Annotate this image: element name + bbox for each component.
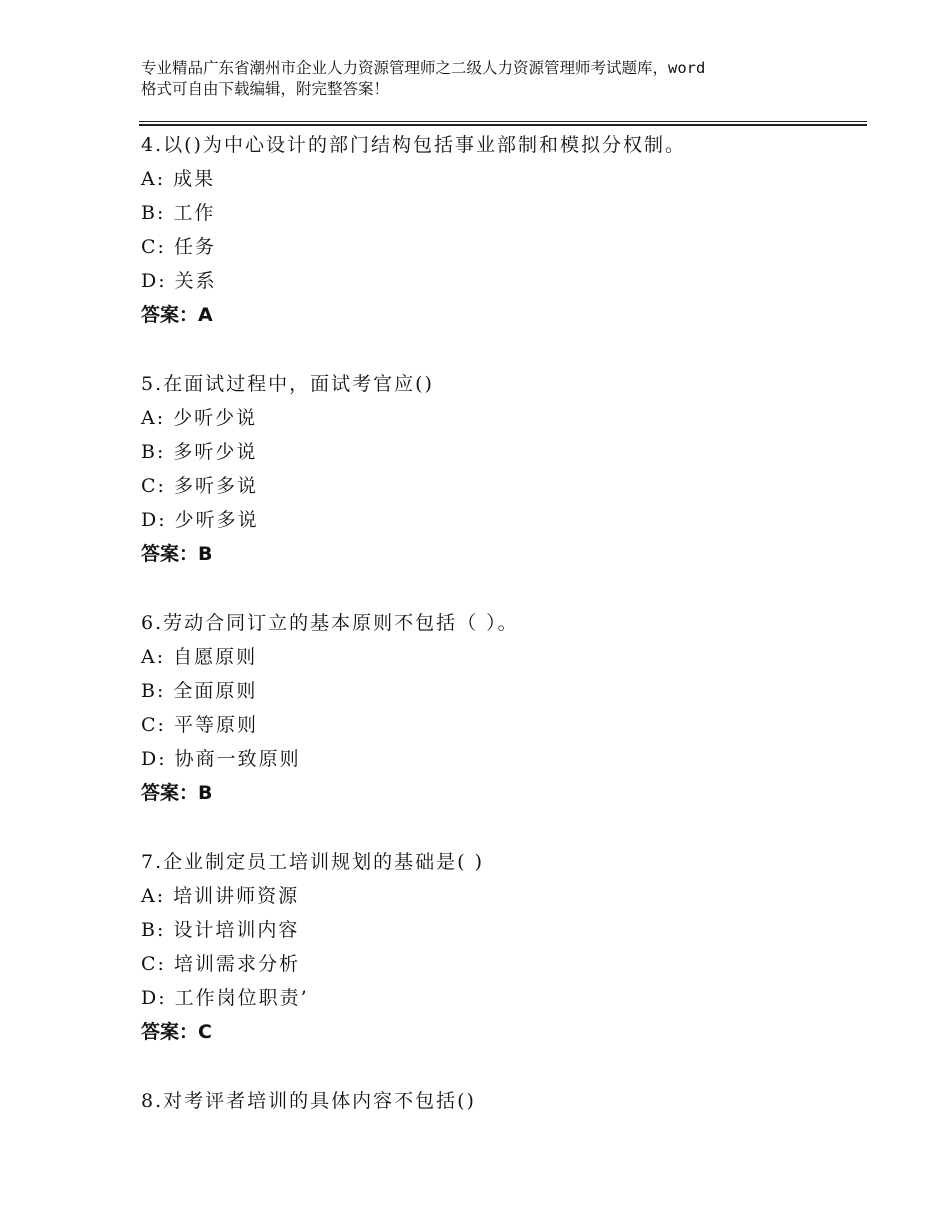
answer: 答案：B <box>141 782 213 804</box>
question-stem: 7.企业制定员工培训规划的基础是( ) <box>141 851 484 873</box>
option-a: A: 培训讲师资源 <box>141 885 300 907</box>
header-divider-thin <box>139 121 867 122</box>
question-stem: 6.劳动合同订立的基本原则不包括（ ）。 <box>141 612 519 634</box>
option-c: C: 平等原则 <box>141 714 258 736</box>
header-line-1: 专业精品广东省潮州市企业人力资源管理师之二级人力资源管理师考试题库，word <box>141 59 706 77</box>
option-d: D: 工作岗位职责’ <box>141 987 309 1009</box>
question-list <box>141 128 861 1118</box>
option-d: D: 关系 <box>141 270 217 292</box>
answer: 答案：C <box>141 1021 212 1043</box>
option-b: B: 全面原则 <box>141 680 258 702</box>
spacer <box>141 332 861 367</box>
option-b: B: 设计培训内容 <box>141 919 300 941</box>
document-header <box>141 58 831 100</box>
question-8 <box>141 1084 861 1118</box>
option-b: B: 工作 <box>141 202 216 224</box>
answer: 答案：A <box>141 304 213 326</box>
answer: 答案：B <box>141 543 213 565</box>
question-5 <box>141 367 861 571</box>
spacer <box>141 571 861 606</box>
header-line-2: 格式可自由下载编辑，附完整答案！ <box>141 80 390 98</box>
spacer <box>141 810 861 845</box>
option-a: A: 自愿原则 <box>141 646 258 668</box>
option-b: B: 多听少说 <box>141 441 258 463</box>
question-stem: 5.在面试过程中，面试考官应() <box>141 373 434 395</box>
option-a: A: 成果 <box>141 168 216 190</box>
option-d: D: 少听多说 <box>141 509 259 531</box>
question-stem: 4.以()为中心设计的部门结构包括事业部制和模拟分权制。 <box>141 134 686 156</box>
spacer <box>141 1049 861 1084</box>
option-a: A: 少听少说 <box>141 407 258 429</box>
question-6 <box>141 606 861 810</box>
question-7 <box>141 845 861 1049</box>
header-divider-thick <box>139 124 867 126</box>
option-c: C: 任务 <box>141 236 216 258</box>
option-c: C: 培训需求分析 <box>141 953 300 975</box>
question-stem: 8.对考评者培训的具体内容不包括() <box>141 1090 476 1112</box>
question-4 <box>141 128 861 332</box>
option-d: D: 协商一致原则 <box>141 748 301 770</box>
option-c: C: 多听多说 <box>141 475 258 497</box>
